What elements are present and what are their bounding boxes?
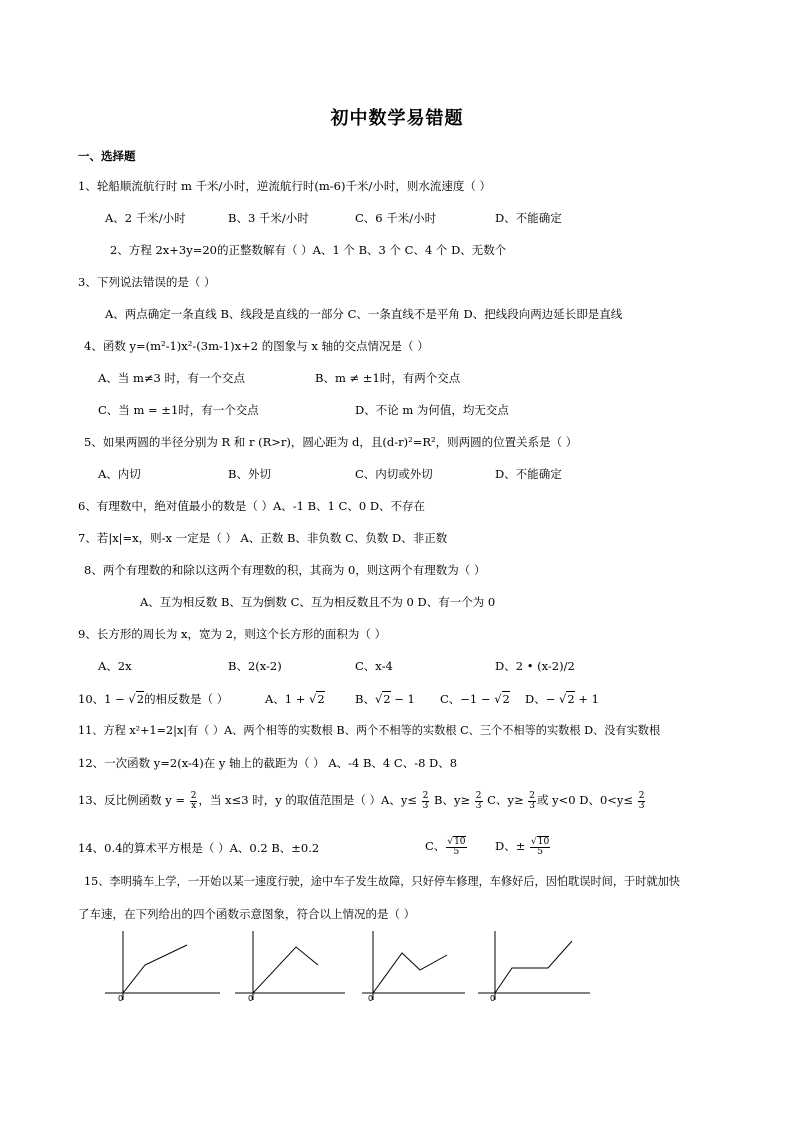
question-11: 11、方程 x²+1=2|x|有（ ）A、两个相等的实数根 B、两个不相等的实数根 C、三个不相等的实数根 D、没有实数根	[78, 724, 661, 737]
question-7: 7、若|x|=x，则-x 一定是（ ） A、正数 B、非负数 C、负数 D、非正数	[78, 531, 448, 545]
graph-d	[478, 931, 590, 1000]
question-14-option-d: D、± $\frac{√10}{5}$	[495, 836, 550, 857]
question-5-option-b: B、外切	[228, 467, 271, 481]
question-10-option-a: A、1 + √2	[265, 692, 325, 706]
fraction: $\frac{2}{x}$	[190, 790, 197, 811]
question-4-option-b: B、m ≠ ±1时，有两个交点	[315, 371, 461, 385]
question-8-options: A、互为相反数 B、互为倒数 C、互为相反数且不为 0 D、有一个为 0	[140, 595, 496, 609]
question-4-option-c: C、当 m = ±1时，有一个交点	[98, 403, 259, 417]
question-9-stem: 9、长方形的周长为 x，宽为 2，则这个长方形的面积为（ ）	[78, 627, 387, 641]
radical: 2	[136, 692, 145, 706]
question-13: 13、反比例函数 y = $\frac{2}{x}$ ，当 x≤3 时，y 的取值范围是（ ）A、y≤ $\frac{2}{3}$ B、y≥ $\frac{2}{3}$ C、y≥ $\frac{2}{3}$ 或 y<0 D、0<y≤ $\frac{2}{3}$	[78, 790, 645, 811]
question-10-option-d: D、− √2 + 1	[525, 692, 599, 706]
question-9-option-b: B、2(x-2)	[228, 659, 282, 673]
question-5-option-c: C、内切或外切	[355, 467, 433, 481]
question-4-option-a: A、当 m≠3 时，有一个交点	[98, 371, 245, 385]
question-15-line-1: 15、李明骑车上学，一开始以某一速度行驶，途中车子发生故障，只好停车修理，车修好后，因怕耽误时间，于时就加快	[84, 875, 680, 888]
question-1-option-b: B、3 千米/小时	[228, 211, 309, 225]
question-15-line-2: 了车速，在下列给出的四个函数示意图象，符合以上情况的是（ ）	[78, 907, 416, 921]
graph-a-curve	[123, 945, 187, 993]
graph-c-curve	[373, 953, 447, 993]
section-heading: 一、选择题	[78, 149, 136, 163]
graph-c	[362, 931, 465, 1000]
function-graphs	[0, 925, 794, 1010]
question-5-option-a: A、内切	[98, 467, 141, 481]
question-9-option-c: C、x-4	[355, 659, 393, 673]
question-1-option-c: C、6 千米/小时	[355, 211, 437, 225]
question-14-option-c: C、 $\frac{√10}{5}$	[425, 836, 466, 857]
question-4-stem: 4、函数 y=(m²-1)x²-(3m-1)x+2 的图象与 x 轴的交点情况是（ ）	[84, 339, 429, 353]
graph-d-curve	[495, 941, 572, 993]
question-3-options: A、两点确定一条直线 B、线段是直线的一部分 C、一条直线不是平角 D、把线段向两边延长即是直线	[105, 307, 623, 321]
question-2: 2、方程 2x+3y=20的正整数解有（ ）A、1 个 B、3 个 C、4 个 D、无数个	[110, 243, 507, 257]
graph-c-origin-label: 0	[368, 994, 374, 1003]
page-title: 初中数学易错题	[330, 108, 464, 129]
question-8-stem: 8、两个有理数的和除以这两个有理数的积，其商为 0，则这两个有理数为（ ）	[84, 563, 486, 577]
question-6: 6、有理数中，绝对值最小的数是（ ）A、-1 B、1 C、0 D、不存在	[78, 499, 426, 513]
question-5-option-d: D、不能确定	[495, 467, 562, 481]
graph-b	[235, 931, 345, 1000]
question-4-option-d: D、不论 m 为何值，均无交点	[355, 403, 509, 417]
graph-b-origin-label: 0	[248, 994, 254, 1003]
graph-b-curve	[253, 947, 318, 993]
question-1-stem: 1、轮船顺流航行时 m 千米/小时，逆流航行时(m-6)千米/小时，则水流速度（ ）	[78, 179, 492, 193]
question-9-option-a: A、2x	[98, 659, 132, 673]
question-1-option-d: D、不能确定	[495, 211, 562, 225]
question-12: 12、一次函数 y=2(x-4)在 y 轴上的截距为（ ） A、-4 B、4 C、-8 D、8	[78, 756, 458, 770]
question-14: 14、0.4的算术平方根是（ ）A、0.2 B、±0.2	[78, 841, 320, 855]
question-9-option-d: D、2 • (x-2)/2	[495, 659, 575, 673]
question-1-option-a: A、2 千米/小时	[105, 211, 186, 225]
question-10-option-b: B、√2 − 1	[355, 692, 415, 706]
question-10-stem: 10、1 − √2的相反数是（ ）	[78, 692, 229, 706]
question-5-stem: 5、如果两圆的半径分别为 R 和 r (R>r)，圆心距为 d，且(d-r)²=R²，则两圆的位置关系是（ ）	[84, 435, 578, 449]
question-10-option-c: C、−1 − √2	[440, 692, 510, 706]
graph-a-origin-label: 0	[118, 994, 124, 1003]
graph-d-origin-label: 0	[490, 994, 496, 1003]
graph-a	[105, 931, 220, 1000]
question-3-stem: 3、下列说法错误的是（ ）	[78, 275, 216, 289]
